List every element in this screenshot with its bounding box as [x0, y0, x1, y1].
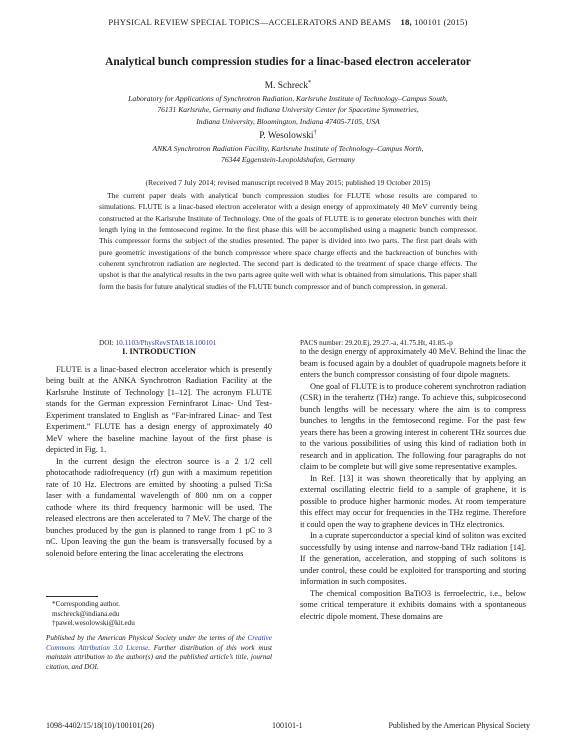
body-paragraph: One goal of FLUTE is to produce coherent synchrotron radiation (CSR) in the terahertz (THz) range. To achieve this, subpicosecond bunch lengths will be necessary where the aim is to compress bunches to lengths in the femtosecond regime. For the past few years there has been a growing interest in coherent THz sources due to the various possibilities of using this kind of radiation both in research and in application. The following four paragraphs do not claim to be complete but will give some representative examples. — [300, 381, 526, 471]
author-1-affiliation — [70, 93, 506, 127]
author-2-affiliation — [70, 143, 506, 166]
footnotes — [46, 596, 272, 629]
body-paragraph: FLUTE is a linac-based electron accelerator which is presently being built at the ANKA Synchrotron Radiation Facility at the Karlsruhe Institute of Technology [1–12]. The acronym FLUTE stands for the German expression Ferninfrarot Linac- Und Test-Experiment translated to English as “Far-infrared Linac- and Test Experiment.” FLUTE has a design energy of approximately 40 MeV where the baseline machine layout of the first phase is depicted in Fig. 1. — [46, 364, 272, 454]
body-paragraph: In Ref. [13] it was shown theoretically that by applying an external oscillating electric field to a sample of graphene, it is possible to produce higher harmonic modes. At room temperature this effect may occur for frequencies in the THz regime. Therefore it could open the way to graphene devices in THz electronics. — [300, 473, 526, 529]
body-paragraph: The chemical composition BaTiO3 is ferroelectric, i.e., below some critical temperature it exhibits domains with a spontaneous electric dipole moment. These domains are — [300, 588, 526, 621]
license-text-after: . Further distribution of this work must maintain attribution to the author(s) and the published article’s title, journal citation, and DOI. — [46, 643, 272, 671]
left-column — [46, 346, 272, 559]
received-dates: (Received 7 July 2014; revised manuscript received 8 May 2015; published 19 October 2015) — [145, 178, 431, 187]
body-paragraph: In a cuprate superconductor a special kind of soliton was excited successfully by using intense and narrow-band THz radiation [14]. If the generation, acceleration, and stopping of such solitons is under control, these could be exploited for transporting and storing information in such composites. — [300, 531, 526, 586]
running-head — [0, 17, 576, 27]
right-column — [300, 346, 526, 622]
license-link[interactable]: Creative Commons Attribution 3.0 License — [46, 634, 272, 652]
journal-name: PHYSICAL REVIEW SPECIAL TOPICS—ACCELERATORS AND BEAMS — [108, 17, 392, 27]
pacs-numbers: PACS number: 29.20.Ej, 29.27.-a, 41.75.Ht, 41.85.-p — [300, 339, 453, 347]
affiliation-line: Laboratory for Applications of Synchrotron Radiation, Karlsruhe Institute of Technology–Campus South, — [128, 94, 448, 103]
affiliation-line: 76344 Eggenstein-Leopoldshafen, Germany — [221, 155, 355, 165]
author-2 — [0, 128, 576, 141]
author-1-mark: * — [307, 78, 312, 86]
paper-title: Analytical bunch compression studies for a linac-based electron accelerator — [105, 56, 471, 68]
author-1-name: M. Schreck — [264, 81, 308, 91]
license-notice — [46, 634, 272, 672]
article-number: 100101 (2015) — [414, 17, 468, 27]
doi-label: DOI: — [99, 339, 114, 347]
footnote-corresponding: *Corresponding author. — [52, 600, 120, 608]
license-text-before: Published by the American Physical Society under the terms of the — [46, 634, 248, 642]
author-1 — [0, 78, 576, 91]
footer-page-number: 100101-1 — [272, 721, 303, 730]
affiliation-line: Indiana University, Bloomington, Indiana 47405-7105, USA — [196, 116, 380, 126]
footer-publisher: Published by the American Physical Society — [388, 721, 530, 730]
section-heading: I. INTRODUCTION — [122, 347, 196, 356]
author-2-mark: † — [313, 128, 317, 136]
footnote-email-1: mschreck@indiana.edu — [52, 609, 120, 618]
footer-issn: 1098-4402/15/18(10)/100101(26) — [46, 721, 154, 730]
volume-number: 18, — [400, 17, 412, 27]
body-paragraph: In the current design the electron source is a 2 1/2 cell photocathode radiofrequency (rf) gun with a maximum repetition rate of 10 Hz. Electrons are emitted by shooting a pulsed Ti:Sa laser with a fundamental wavelength of 800 nm on a copper cathode where its third frequency harmonic will be used. The released electrons are then accelerated to 7 MeV. The charge of the bunches produced by the gun is planned to range from 1 pC to 3 nC. Upon leaving the gun the beam is transversally focused by a solenoid before entering the linac accelerating the electrons — [46, 456, 272, 558]
abstract-text: The current paper deals with analytical bunch compression studies for FLUTE whose results are compared to simulations. FLUTE is a linac-based electron accelerator with a design energy of approximately 40 MeV currently being constructed at the Karlsruhe Institute of Technology. One of the goals of FLUTE is to generate electron bunches with their length lying in the femtosecond regime. In the first phase this will be accomplished using a magnetic bunch compressor. This compressor forms the subject of the studies presented. The paper is divided into two parts. The first part deals with pure geometric investigations of the bunch compressor where space charge effects and the backreaction of bunches with coherent synchrotron radiation are neglected. The second part is dedicated to the treatment of space charge effects. The upshot is that the analytical results in the two parts agree quite well with what is obtained from simulations. This paper shall form the basis for future analytical studies of the FLUTE bunch compressor and of bunch compression, in general. — [99, 191, 477, 291]
affiliation-line: ANKA Synchrotron Radiation Facility, Karlsruhe Institute of Technology–Campus North, — [152, 144, 424, 153]
abstract — [99, 190, 477, 292]
body-paragraph: to the design energy of approximately 40 MeV. Behind the linac the beam is focused again by a doublet of quadrupole magnets before it enters the bunch compressor consisting of four dipole magnets. — [300, 347, 526, 379]
doi-link[interactable]: 10.1103/PhysRevSTAB.18.100101 — [115, 339, 217, 347]
footnote-rule — [46, 596, 98, 597]
affiliation-line: 76131 Karlsruhe, Germany and Indiana University Center for Spacetime Symmetries, — [157, 105, 419, 115]
footnote-email-2: †pawel.wesolowski@kit.edu — [52, 619, 135, 628]
author-2-name: P. Wesolowski — [259, 131, 314, 141]
